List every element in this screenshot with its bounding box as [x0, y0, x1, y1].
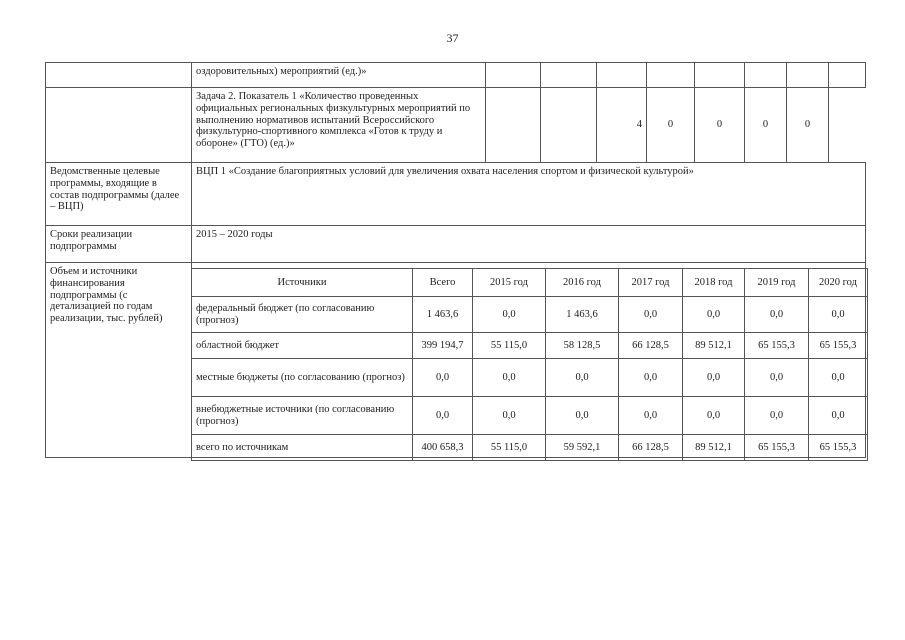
value-cell: 66 128,5	[619, 333, 683, 359]
value-cell: 0,0	[745, 297, 809, 333]
value-cell: 400 658,3	[413, 435, 473, 461]
task-row-indicator	[46, 88, 866, 163]
financing-label: Объем и источники финансирования подпрограммы (с детализацией по годам реализации, тыс. рублей)	[46, 263, 192, 458]
header-2017: 2017 год	[619, 269, 683, 297]
value-cell: 0,0	[473, 397, 546, 435]
source-local: местные бюджеты (по согласованию (прогноз)	[192, 359, 413, 397]
terms-label: Сроки реализации подпрограммы	[46, 226, 192, 263]
header-total: Всего	[413, 269, 473, 297]
header-2015: 2015 год	[473, 269, 546, 297]
value-cell: 66 128,5	[619, 435, 683, 461]
value-cell: 65 155,3	[745, 333, 809, 359]
task-text-cell: Задача 2. Показатель 1 «Количество проведенных официальных региональных физкультурных мероприятий по выполнению нормативов испытаний Всероссийского физкультурно-спортивного комплекса «Готов к труду и обороне» (ГТО) (ед.)»	[192, 88, 486, 163]
value-cell: 0,0	[683, 359, 745, 397]
value-cell: 0,0	[619, 359, 683, 397]
source-federal: федеральный бюджет (по согласованию (прогноз)	[192, 297, 413, 333]
value-cell: 89 512,1	[683, 435, 745, 461]
value-cell: 0,0	[683, 397, 745, 435]
value-cell: 0,0	[473, 359, 546, 397]
indicator-value: 0	[647, 88, 695, 163]
value-cell: 0,0	[809, 397, 868, 435]
value-cell: 1 463,6	[413, 297, 473, 333]
vcp-label: Ведомственные целевые программы, входящие в состав подпрограммы (далее – ВЦП)	[46, 163, 192, 226]
header-2016: 2016 год	[546, 269, 619, 297]
header-2018: 2018 год	[683, 269, 745, 297]
header-2020: 2020 год	[809, 269, 868, 297]
vcp-value: ВЦП 1 «Создание благоприятных условий для увеличения охвата населения спортом и физической культурой»	[192, 163, 866, 226]
value-cell: 0,0	[546, 359, 619, 397]
task-text-cell: оздоровительных) мероприятий (ед.)»	[192, 63, 486, 88]
value-cell: 65 155,3	[809, 333, 868, 359]
indicator-value: 0	[745, 88, 787, 163]
value-cell: 0,0	[413, 397, 473, 435]
vcp-row	[46, 163, 866, 226]
value-cell: 0,0	[745, 359, 809, 397]
value-cell: 0,0	[619, 297, 683, 333]
task-row-continuation	[46, 63, 866, 88]
source-extrabudgetary: внебюджетные источники (по согласованию (прогноз)	[192, 397, 413, 435]
value-cell: 55 115,0	[473, 435, 546, 461]
value-cell: 0,0	[619, 397, 683, 435]
empty-label-cell	[46, 63, 192, 88]
value-cell: 0,0	[809, 297, 868, 333]
table-row	[192, 435, 868, 461]
table-row	[192, 333, 868, 359]
empty-label-cell	[46, 88, 192, 163]
value-cell: 65 155,3	[745, 435, 809, 461]
value-cell: 0,0	[546, 397, 619, 435]
indicator-value: 0	[695, 88, 745, 163]
value-cell: 58 128,5	[546, 333, 619, 359]
value-cell: 0,0	[745, 397, 809, 435]
source-total: всего по источникам	[192, 435, 413, 461]
indicator-value: 4	[597, 88, 647, 163]
header-2019: 2019 год	[745, 269, 809, 297]
value-cell: 0,0	[413, 359, 473, 397]
table-row	[192, 359, 868, 397]
terms-row	[46, 226, 866, 263]
financing-table	[191, 268, 868, 461]
table-row	[192, 397, 868, 435]
value-cell: 65 155,3	[809, 435, 868, 461]
table-row	[192, 297, 868, 333]
value-cell: 59 592,1	[546, 435, 619, 461]
indicator-value: 0	[787, 88, 829, 163]
value-cell: 0,0	[809, 359, 868, 397]
value-cell: 0,0	[473, 297, 546, 333]
value-cell: 55 115,0	[473, 333, 546, 359]
value-cell: 0,0	[683, 297, 745, 333]
financing-header-row	[192, 269, 868, 297]
value-cell: 89 512,1	[683, 333, 745, 359]
value-cell: 1 463,6	[546, 297, 619, 333]
value-cell: 399 194,7	[413, 333, 473, 359]
page-number: 37	[446, 31, 459, 45]
terms-value: 2015 – 2020 годы	[192, 226, 866, 263]
header-sources: Источники	[192, 269, 413, 297]
source-regional: областной бюджет	[192, 333, 413, 359]
